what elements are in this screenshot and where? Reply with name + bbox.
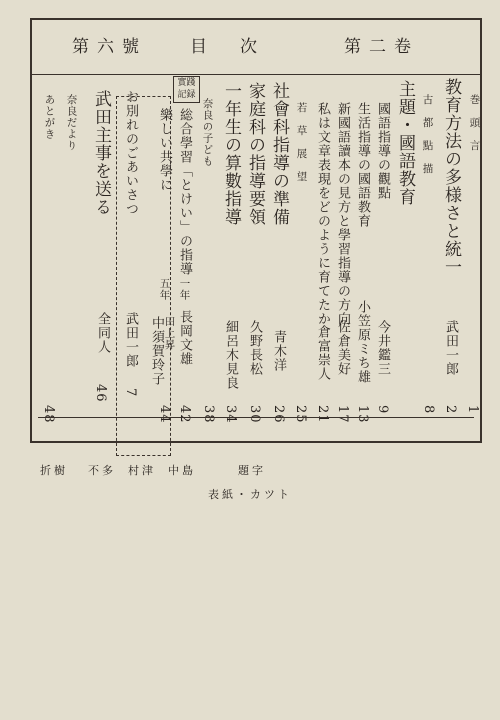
toc-entry-title: 若 草 展 望 — [295, 102, 308, 183]
toc-entry-author: 久野長松 — [247, 320, 262, 376]
header-rule — [32, 74, 480, 75]
toc-entry-author: 全同人 — [95, 312, 110, 354]
toc-entry-title: 家庭科の指導要領 — [245, 82, 265, 226]
toc-entry-page: 1 — [465, 405, 480, 415]
toc-entry-title: 巻 頭 言 — [468, 94, 481, 152]
toc-entry-page: 44 — [157, 405, 172, 424]
toc-entry-page: 26 — [271, 405, 286, 424]
toc-entry-author: 佐倉美好 — [335, 320, 350, 376]
toc-entry-title: 教育方法の多様さと統一 — [441, 78, 461, 276]
toc-entry-page: 34 — [223, 405, 238, 424]
toc-entry-page: 8 — [421, 405, 436, 415]
toc-entry-title: 奈良の子ども — [201, 98, 214, 167]
toc-entry-author: 青木洋 — [271, 330, 286, 372]
toc-frame — [30, 18, 482, 443]
credit-label: 折樹 — [40, 464, 68, 477]
toc-entry-author: 中須賀玲子 — [149, 316, 164, 386]
toc-entry-title: 私は文章表現をどのように育てたか — [315, 102, 330, 326]
toc-entry-page: 13 — [355, 405, 370, 424]
toc-entry-page: 21 — [315, 405, 330, 424]
credit-label: 中島 — [168, 464, 196, 477]
toc-entry-author: 小笠原ミち雄 — [355, 300, 370, 384]
toc-entry-page: 30 — [247, 405, 262, 424]
toc-section-heading: 主題・國語教育 — [395, 80, 415, 206]
issue-label: 第六號 — [72, 37, 147, 57]
toc-entry-title: 古 都 點 描 — [421, 94, 434, 175]
toc-entry-title: 総合學習「とけい」の指導 — [177, 108, 192, 276]
toc-entry-title: お別れのごあいさつ — [123, 90, 138, 216]
toc-entry-page: 42 — [177, 405, 192, 424]
toc-entry-title: 國語指導の觀點 — [375, 102, 390, 200]
volume-label: 第二卷 — [344, 37, 419, 57]
toc-entry-title: 奈良だより — [65, 94, 78, 152]
toc-entry-title: 樂しい共學に — [157, 108, 172, 192]
toc-entry-title: 武田主事を送る — [91, 90, 111, 216]
section-box-label: 實踐記録 — [173, 76, 200, 103]
credit-label: 不多 — [88, 464, 116, 477]
toc-entry-title: 新國語讀本の見方と學習指導の方向 — [335, 102, 350, 326]
credit-label: 村津 — [128, 464, 156, 477]
toc-entry-author: 田上昇 — [163, 316, 176, 351]
toc-entry-author: 倉富崇人 — [315, 325, 330, 381]
toc-entry-page: 2 — [443, 405, 458, 415]
toc-entry-page: 17 — [335, 405, 350, 424]
toc-entry-author: 武田一郎 — [123, 312, 138, 368]
toc-entry-title: あとがき — [43, 94, 56, 140]
toc-entry-author: 今井鑑三 — [375, 320, 390, 376]
toc-entry-author: 細呂木見良 — [223, 320, 238, 390]
toc-entry-author: 長岡文雄 — [177, 310, 192, 366]
toc-entry-grade: 一年 — [178, 278, 191, 301]
toc-title: 目 次 — [190, 37, 265, 57]
toc-entry-title: 社會科指導の準備 — [269, 82, 289, 226]
credit-label: 題字 — [238, 464, 266, 477]
toc-entry-grade: 五年 — [158, 278, 171, 301]
toc-entry-title: 一年生の算數指導 — [221, 82, 241, 226]
toc-entry-page: 46 — [93, 384, 108, 403]
toc-entry-page: 48 — [41, 405, 56, 424]
toc-entry-page: 25 — [293, 405, 308, 424]
toc-entry-page: 38 — [201, 405, 216, 424]
toc-entry-page: 7 — [123, 388, 138, 398]
toc-entry-page: 9 — [375, 405, 390, 415]
frame-bottom-rule — [38, 417, 474, 418]
toc-entry-author: 武田一郎 — [443, 320, 458, 376]
toc-entry-title: 生活指導の國語教育 — [355, 102, 370, 228]
credit-value: 表紙・カツト — [208, 488, 292, 501]
